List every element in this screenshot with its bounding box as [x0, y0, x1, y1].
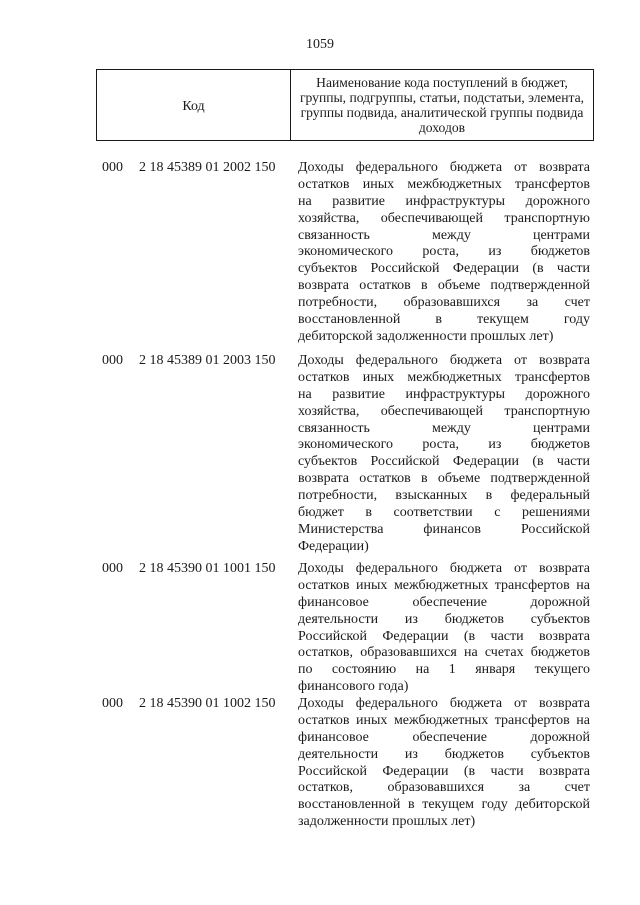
description-line: Доходы федерального бюджета от возврата [298, 696, 590, 711]
income-code: 2 18 45389 01 2003 150 [139, 353, 276, 368]
page-number: 1059 [306, 37, 334, 52]
description-line: Доходы федерального бюджета от возврата [298, 353, 590, 368]
description-line: связанность между центрами [298, 420, 590, 436]
description-line: задолженности прошлых лет) [298, 814, 476, 830]
table-header [96, 69, 594, 141]
description-line: возврата остатков в объеме подтвержденной [298, 278, 590, 294]
description-line: Российской Федерации (в части возврата [298, 628, 590, 644]
admin-code: 000 [102, 561, 123, 576]
description-line: Федерации) [298, 538, 369, 554]
admin-code: 000 [102, 353, 123, 368]
description-line: восстановленной в текущем году дебиторской [298, 797, 590, 813]
admin-code: 000 [102, 160, 123, 175]
description-line: по состоянию на 1 января текущего [298, 662, 590, 678]
description-line: остатков иных межбюджетных трансфертов [298, 369, 590, 385]
description-line: остатков, образовавшихся за счет [298, 780, 590, 796]
description-line: субъектов Российской Федерации (в части [298, 261, 590, 277]
income-description [298, 160, 590, 346]
description-line: хозяйства, обеспечивающей транспортную [298, 403, 590, 419]
description-line: остатков иных межбюджетных трансфертов на [298, 712, 590, 728]
description-line: экономического роста, из бюджетов [298, 244, 590, 260]
description-line: субъектов Российской Федерации (в части [298, 454, 590, 470]
description-line: на развитие инфраструктуры дорожного [298, 193, 590, 209]
description-line: Министерства финансов Российской [298, 521, 590, 537]
description-line: финансового года) [298, 679, 409, 695]
description-line: финансовое обеспечение дорожной [298, 729, 590, 745]
description-line: дебиторской задолженности прошлых лет) [298, 328, 554, 344]
description-line: бюджет в соответствии с решениями [298, 505, 590, 521]
description-line: Доходы федерального бюджета от возврата [298, 160, 590, 175]
description-line: остатков, образовавшихся на счетах бюджетов [298, 645, 590, 661]
description-line: финансовое обеспечение дорожной [298, 594, 590, 610]
income-code: 2 18 45389 01 2002 150 [139, 160, 276, 175]
description-line: экономического роста, из бюджетов [298, 437, 590, 453]
description-line: деятельности из бюджетов субъектов [298, 611, 590, 627]
income-description [298, 353, 590, 556]
description-line: остатков иных межбюджетных трансфертов на [298, 577, 590, 593]
income-code: 2 18 45390 01 1001 150 [139, 561, 276, 576]
description-line: восстановленной в текущем году [298, 312, 590, 328]
description-line: потребности, взысканных в федеральный [298, 488, 590, 504]
income-description [298, 561, 590, 696]
description-line: связанность между центрами [298, 227, 590, 243]
description-line: потребности, образовавшихся за счет [298, 295, 590, 311]
description-line: деятельности из бюджетов субъектов [298, 746, 590, 762]
description-line: на развитие инфраструктуры дорожного [298, 386, 590, 402]
description-line: хозяйства, обеспечивающей транспортную [298, 210, 590, 226]
description-line: Российской Федерации (в части возврата [298, 763, 590, 779]
income-code: 2 18 45390 01 1002 150 [139, 696, 276, 711]
header-name-column: Наименование кода поступлений в бюджет, группы, подгруппы, статьи, подстатьи, элемента, группы подвида, аналитической группы подвида доходов [299, 75, 585, 135]
description-line: возврата остатков в объеме подтвержденной [298, 471, 590, 487]
header-code-column: Код [97, 70, 291, 140]
description-line: Доходы федерального бюджета от возврата [298, 561, 590, 576]
description-line: остатков иных межбюджетных трансфертов [298, 176, 590, 192]
admin-code: 000 [102, 696, 123, 711]
income-description [298, 696, 590, 831]
